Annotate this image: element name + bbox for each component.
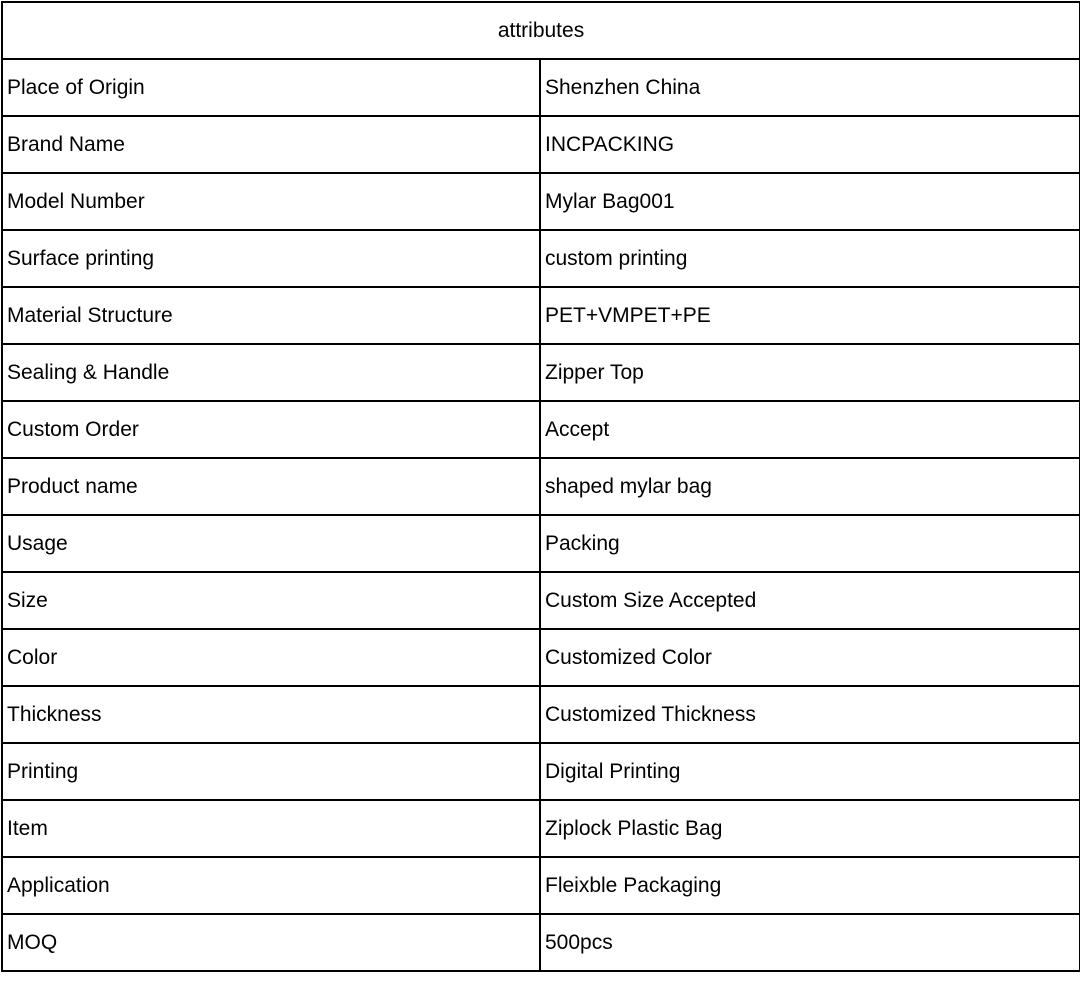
table-row: [2, 800, 1080, 857]
attribute-name-cell: Thickness: [2, 686, 540, 743]
table-row: [2, 515, 1080, 572]
attribute-name-cell: Brand Name: [2, 116, 540, 173]
attribute-value-cell: PET+VMPET+PE: [540, 287, 1080, 344]
attribute-name-cell: Sealing & Handle: [2, 344, 540, 401]
table-row: [2, 401, 1080, 458]
attribute-value-cell: Zipper Top: [540, 344, 1080, 401]
attribute-value-cell: Shenzhen China: [540, 59, 1080, 116]
attribute-value-cell: Fleixble Packaging: [540, 857, 1080, 914]
attribute-value-cell: INCPACKING: [540, 116, 1080, 173]
attributes-table: [1, 1, 1080, 972]
attribute-value-cell: Packing: [540, 515, 1080, 572]
table-row: [2, 59, 1080, 116]
table-row: [2, 458, 1080, 515]
attribute-name-cell: Printing: [2, 743, 540, 800]
table-row: [2, 857, 1080, 914]
attribute-value-cell: Customized Thickness: [540, 686, 1080, 743]
attribute-value-cell: shaped mylar bag: [540, 458, 1080, 515]
attribute-name-cell: Material Structure: [2, 287, 540, 344]
attribute-name-cell: MOQ: [2, 914, 540, 971]
table-header-row: [2, 2, 1080, 59]
table-row: [2, 344, 1080, 401]
attribute-value-cell: 500pcs: [540, 914, 1080, 971]
attribute-value-cell: Custom Size Accepted: [540, 572, 1080, 629]
table-header: attributes: [2, 2, 1080, 59]
attribute-name-cell: Product name: [2, 458, 540, 515]
attribute-value-cell: Mylar Bag001: [540, 173, 1080, 230]
table-row: [2, 173, 1080, 230]
attribute-name-cell: Custom Order: [2, 401, 540, 458]
attribute-name-cell: Surface printing: [2, 230, 540, 287]
attribute-name-cell: Size: [2, 572, 540, 629]
attribute-value-cell: Customized Color: [540, 629, 1080, 686]
attribute-value-cell: Accept: [540, 401, 1080, 458]
table-row: [2, 686, 1080, 743]
attribute-value-cell: custom printing: [540, 230, 1080, 287]
attribute-value-cell: Ziplock Plastic Bag: [540, 800, 1080, 857]
table-row: [2, 116, 1080, 173]
attribute-name-cell: Place of Origin: [2, 59, 540, 116]
attribute-name-cell: Application: [2, 857, 540, 914]
attribute-name-cell: Model Number: [2, 173, 540, 230]
table-row: [2, 629, 1080, 686]
attribute-name-cell: Item: [2, 800, 540, 857]
table-row: [2, 743, 1080, 800]
table-row: [2, 287, 1080, 344]
attribute-value-cell: Digital Printing: [540, 743, 1080, 800]
attribute-name-cell: Usage: [2, 515, 540, 572]
table-row: [2, 572, 1080, 629]
table-row: [2, 230, 1080, 287]
table-row: [2, 914, 1080, 971]
attribute-name-cell: Color: [2, 629, 540, 686]
